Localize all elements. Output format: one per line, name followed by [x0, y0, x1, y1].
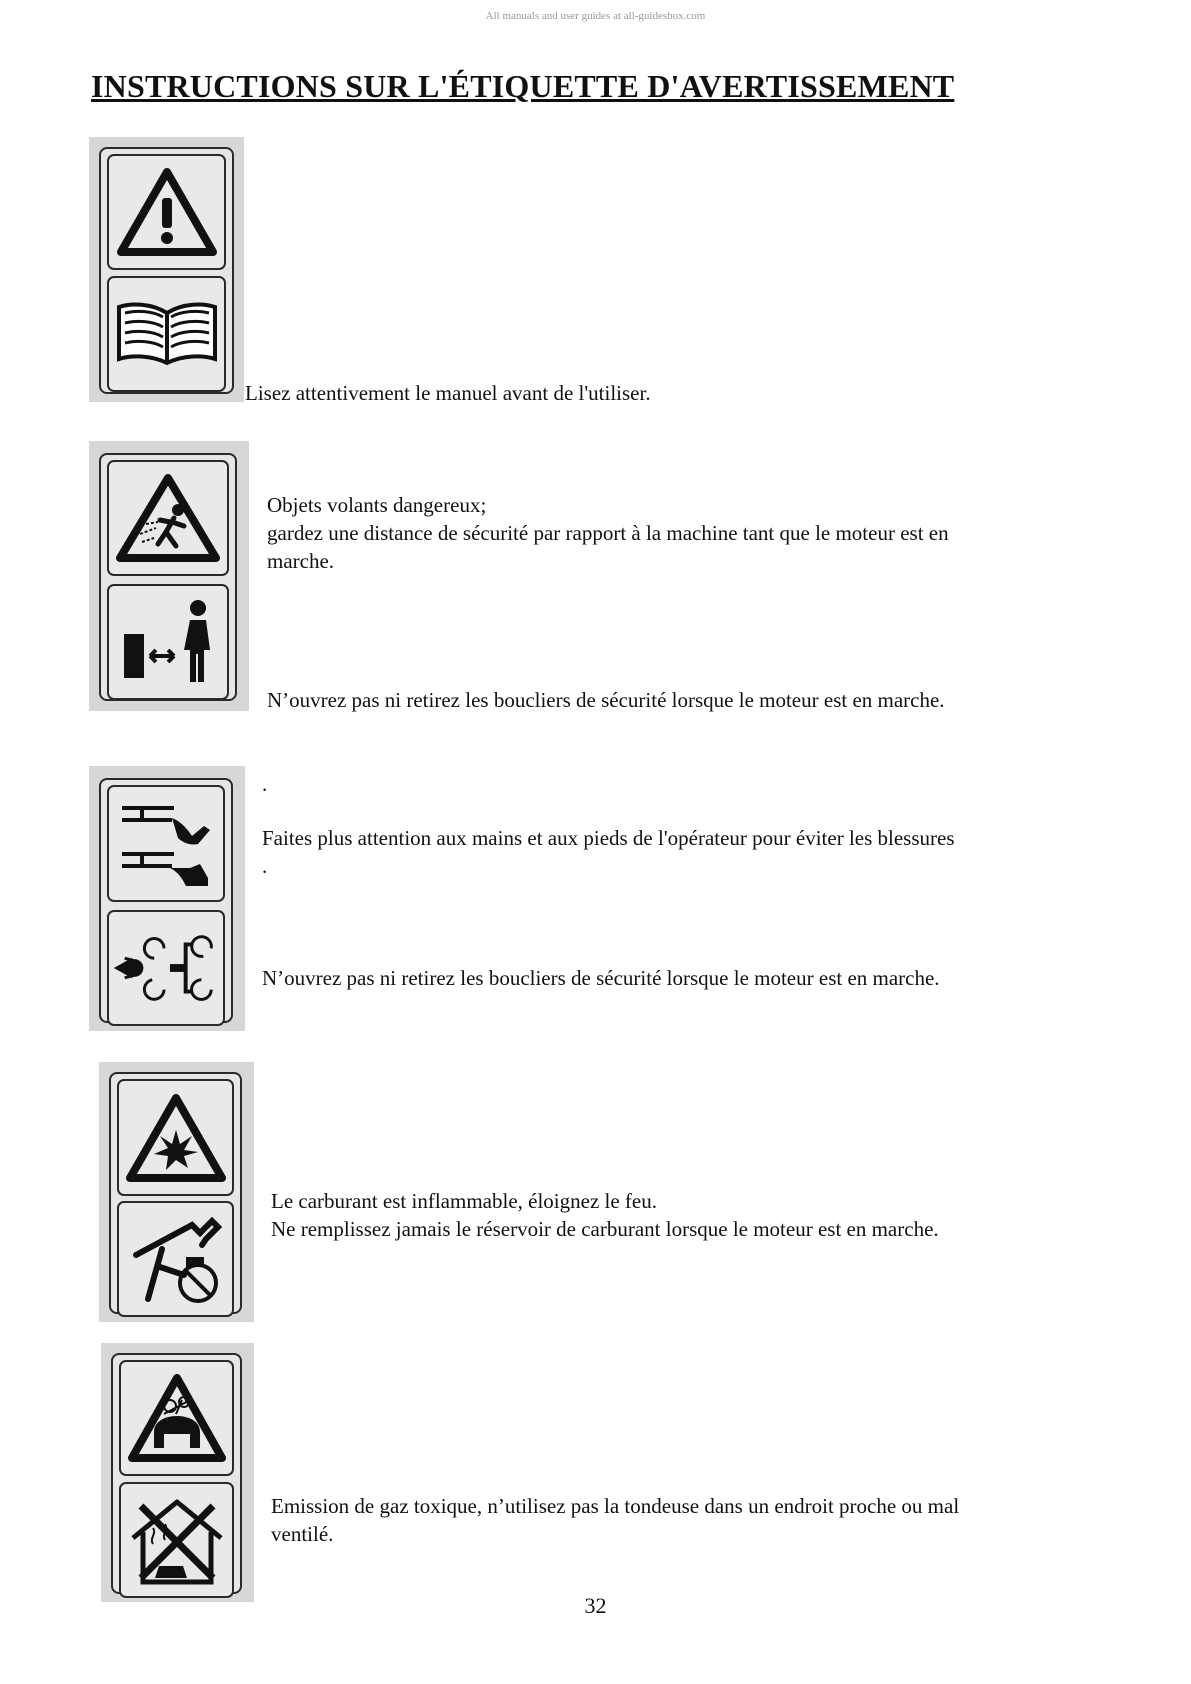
label-frame — [109, 1072, 242, 1314]
label-3-text-1: . — [262, 772, 268, 796]
label-5-text-2: ventilé. — [271, 1522, 334, 1546]
flying-objects-icon — [107, 460, 229, 576]
label-5-text-1: Emission de gaz toxique, n’utilisez pas la tondeuse dans un endroit proche ou mal — [271, 1494, 960, 1518]
label-3-text-2: Faites plus attention aux mains et aux pieds de l'opérateur pour éviter les blessures — [262, 826, 955, 850]
warning-label-2 — [89, 441, 249, 711]
warning-triangle-icon — [107, 154, 226, 270]
explosion-triangle-icon — [117, 1079, 234, 1196]
page-title: INSTRUCTIONS SUR L'ÉTIQUETTE D'AVERTISSEMENT — [91, 68, 955, 104]
keep-distance-icon — [107, 584, 229, 700]
no-indoor-use-icon — [119, 1482, 234, 1598]
label-2-text-2: gardez une distance de sécurité par rapport à la machine tant que le moteur est en — [267, 521, 949, 545]
warning-label-4 — [99, 1062, 254, 1322]
label-frame — [99, 147, 234, 394]
toxic-gas-triangle-icon — [119, 1360, 234, 1476]
label-frame — [111, 1353, 242, 1594]
rotating-parts-icon — [107, 910, 225, 1026]
label-2-text-1: Objets volants dangereux; — [267, 493, 487, 517]
warning-label-5 — [101, 1343, 254, 1602]
warning-label-3 — [89, 766, 245, 1031]
label-2-text-3: marche. — [267, 549, 335, 573]
label-1-text-1: Lisez attentivement le manuel avant de l'utiliser. — [245, 381, 651, 405]
label-frame — [99, 453, 237, 701]
no-refuel-running-icon — [117, 1201, 234, 1317]
header-note: All manuals and user guides at all-guidesbox.com — [485, 10, 706, 22]
warning-label-1 — [89, 137, 244, 402]
manual-book-icon — [107, 276, 226, 392]
label-3-text-3: . — [262, 854, 268, 878]
label-3-text-4: N’ouvrez pas ni retirez les boucliers de sécurité lorsque le moteur est en marche. — [262, 966, 940, 990]
label-4-text-2: Ne remplissez jamais le réservoir de carburant lorsque le moteur est en marche. — [271, 1217, 939, 1241]
label-4-text-1: Le carburant est inflammable, éloignez le feu. — [271, 1189, 657, 1213]
label-frame — [99, 778, 233, 1023]
label-2-text-4: N’ouvrez pas ni retirez les boucliers de sécurité lorsque le moteur est en marche. — [267, 688, 945, 712]
hand-foot-blade-icon — [107, 785, 225, 902]
page-number: 32 — [584, 1593, 607, 1618]
